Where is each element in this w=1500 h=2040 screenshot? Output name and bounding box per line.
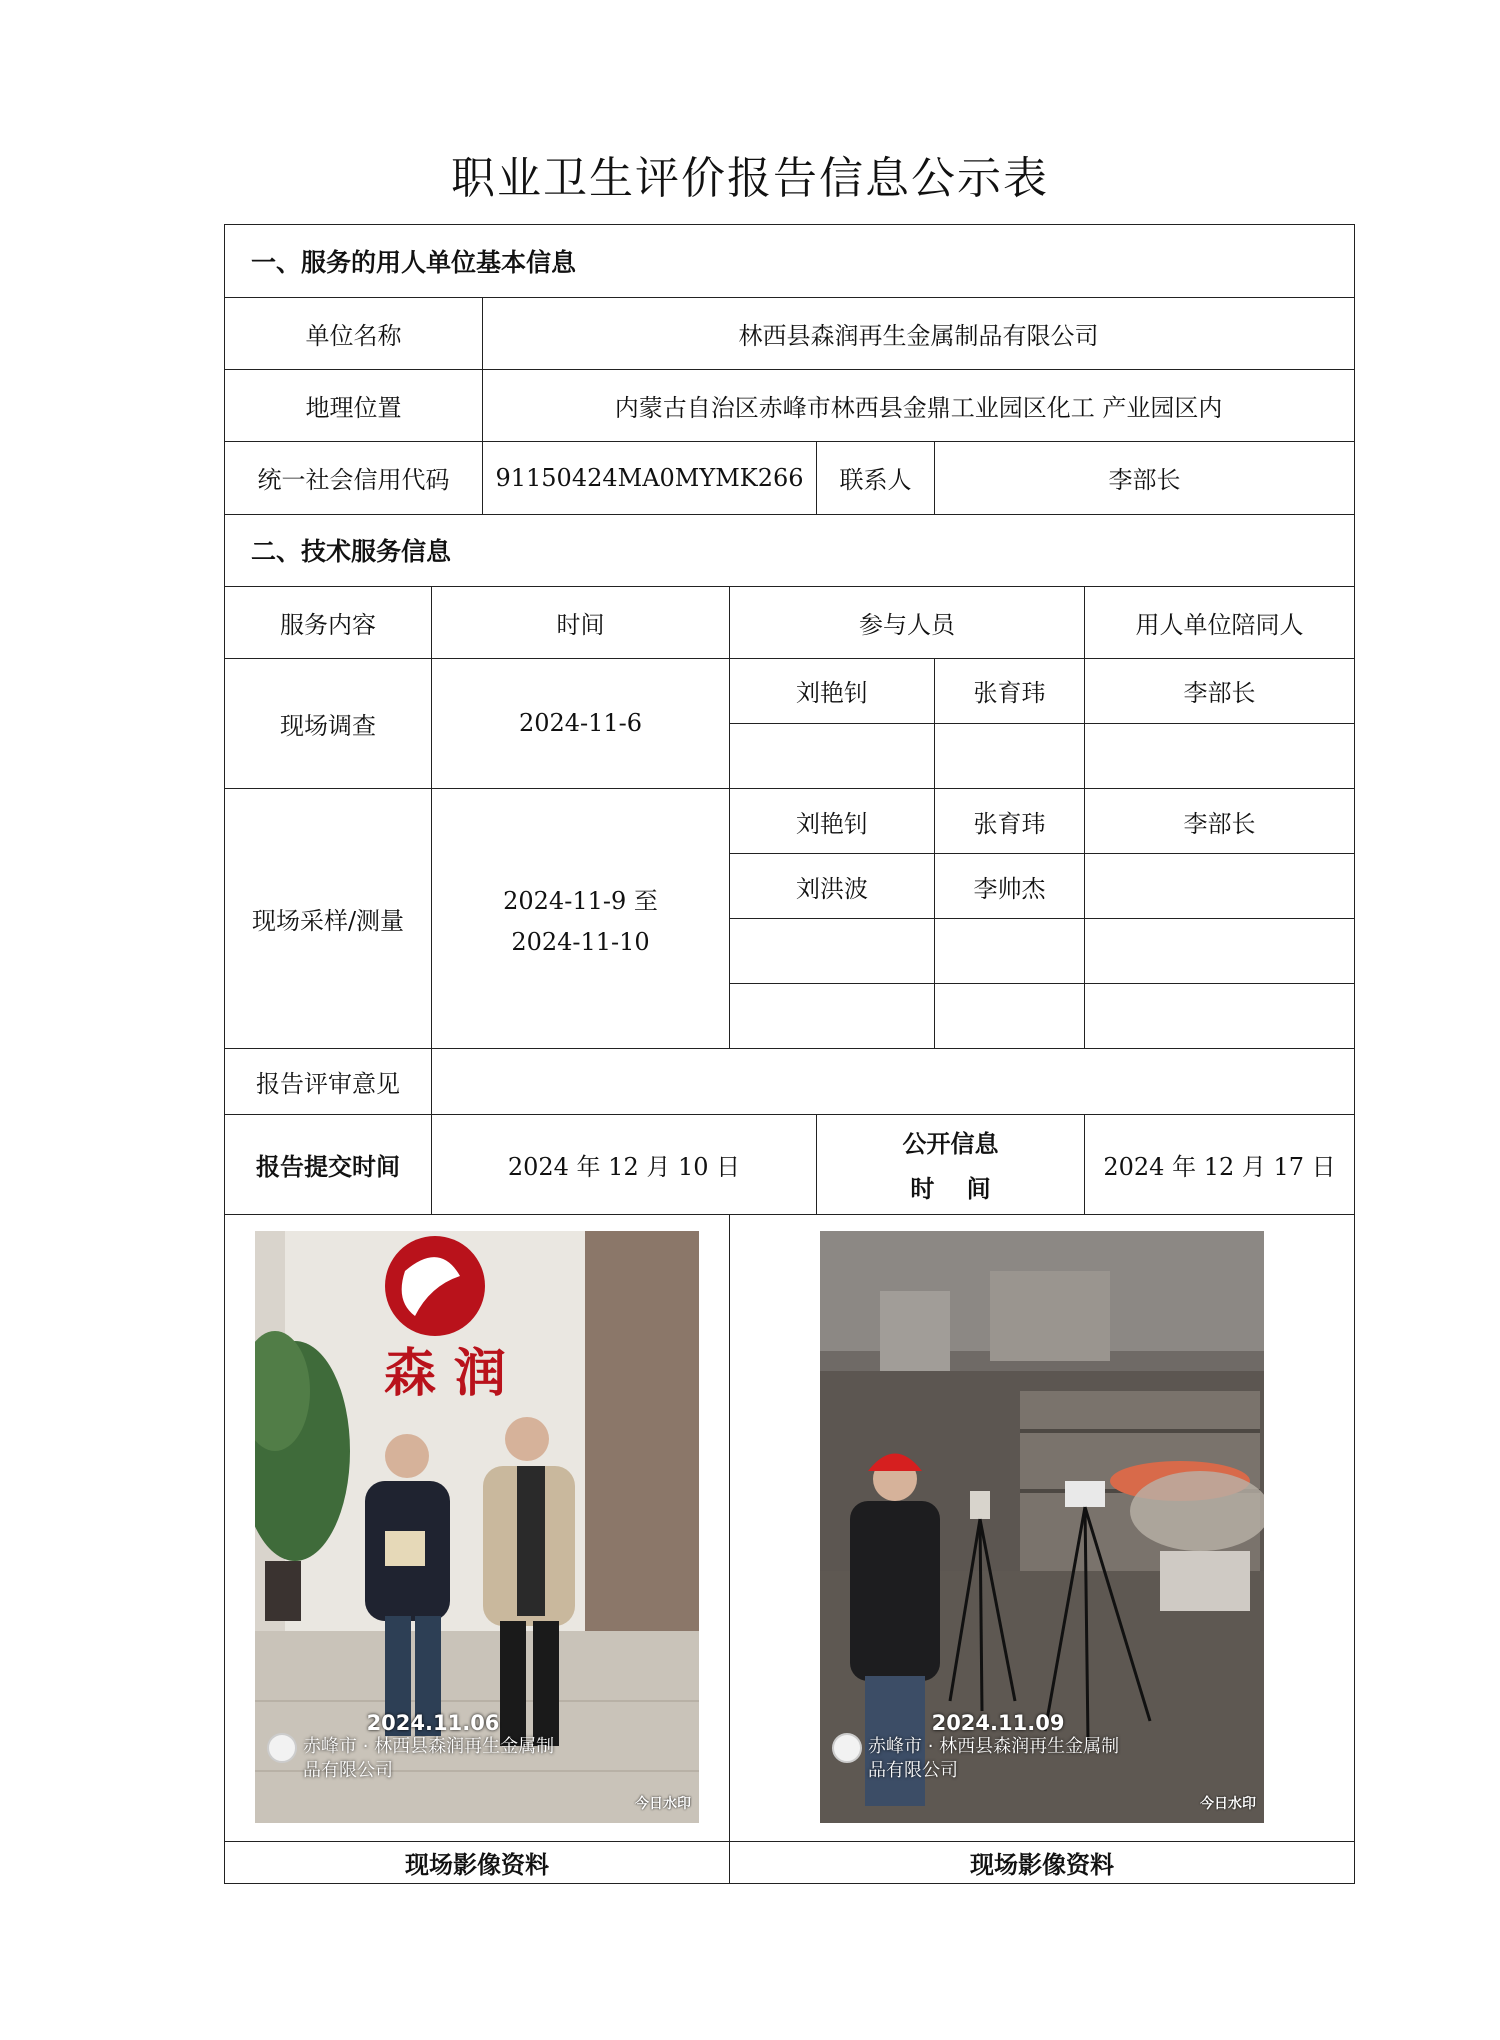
header-service: 服务内容 xyxy=(225,586,432,658)
sampling-label: 现场采样/测量 xyxy=(225,788,432,1048)
sampling-date xyxy=(432,788,730,1048)
header-companion: 用人单位陪同人 xyxy=(1085,586,1355,658)
credit-code-label: 统一社会信用代码 xyxy=(225,442,483,514)
empty-cell xyxy=(1085,984,1355,1049)
public-label xyxy=(817,1114,1085,1214)
public-date: 2024 年 12 月 17 日 xyxy=(1085,1114,1355,1214)
photo2-watermark xyxy=(868,1711,1128,1783)
photo1-date: 2024.11.06 xyxy=(366,1710,500,1735)
sampling-staff-2: 张育玮 xyxy=(935,788,1085,853)
photo-cell-left xyxy=(225,1214,730,1841)
contact-label: 联系人 xyxy=(817,442,935,514)
location-pin-icon xyxy=(832,1733,862,1763)
location-value: 内蒙古自治区赤峰市林西县金鼎工业园区化工 产业园区内 xyxy=(483,370,1355,442)
sampling-date-line2: 2024-11-10 xyxy=(511,928,650,957)
sampling-date-line1: 2024-11-9 至 xyxy=(503,887,658,916)
photo-caption-right: 现场影像资料 xyxy=(730,1841,1355,1883)
empty-cell xyxy=(1085,723,1355,788)
photo2-location: 赤峰市 · 林西县森润再生金属制品有限公司 xyxy=(868,1735,1120,1781)
empty-cell xyxy=(730,723,935,788)
photo2-brand: 今日水印 xyxy=(1200,1795,1257,1812)
location-label: 地理位置 xyxy=(225,370,483,442)
empty-cell xyxy=(935,919,1085,984)
submit-date: 2024 年 12 月 10 日 xyxy=(432,1114,817,1214)
empty-cell xyxy=(1085,919,1355,984)
info-table xyxy=(224,224,1355,1884)
survey-companion: 李部长 xyxy=(1085,658,1355,723)
empty-cell xyxy=(935,984,1085,1049)
photo2-date: 2024.11.09 xyxy=(931,1710,1065,1735)
photo-cell-right xyxy=(730,1214,1355,1841)
site-photo-measurement xyxy=(820,1231,1264,1823)
review-label: 报告评审意见 xyxy=(225,1049,432,1114)
page-title: 职业卫生评价报告信息公示表 xyxy=(451,153,1049,204)
survey-staff-1: 刘艳钊 xyxy=(730,658,935,723)
site-photo-reception xyxy=(255,1231,699,1823)
section1-heading: 一、服务的用人单位基本信息 xyxy=(225,225,1355,298)
public-label-line1: 公开信息 xyxy=(902,1129,999,1159)
empty-cell xyxy=(730,984,935,1049)
unit-name-value: 林西县森润再生金属制品有限公司 xyxy=(483,298,1355,370)
sign-text: 森 润 xyxy=(383,1343,507,1404)
sampling-companion: 李部长 xyxy=(1085,788,1355,853)
photo-caption-left: 现场影像资料 xyxy=(225,1841,730,1883)
survey-date: 2024-11-6 xyxy=(432,658,730,788)
header-time: 时间 xyxy=(432,586,730,658)
unit-name-label: 单位名称 xyxy=(225,298,483,370)
photo1-brand: 今日水印 xyxy=(635,1795,691,1812)
empty-cell xyxy=(935,723,1085,788)
public-label-line2: 时 间 xyxy=(910,1174,991,1204)
survey-label: 现场调查 xyxy=(225,658,432,788)
photo1-location: 赤峰市 · 林西县森润再生金属制品有限公司 xyxy=(303,1735,555,1781)
sampling-staff-3: 刘洪波 xyxy=(730,854,935,919)
section2-heading: 二、技术服务信息 xyxy=(225,514,1355,586)
location-pin-icon xyxy=(267,1733,297,1763)
review-value xyxy=(432,1049,1355,1114)
sampling-staff-4: 李帅杰 xyxy=(935,854,1085,919)
header-staff: 参与人员 xyxy=(730,586,1085,658)
empty-cell xyxy=(730,919,935,984)
credit-code-value: 91150424MA0MYMK266 xyxy=(483,442,817,514)
contact-value: 李部长 xyxy=(935,442,1355,514)
survey-staff-2: 张育玮 xyxy=(935,658,1085,723)
empty-cell xyxy=(1085,854,1355,919)
sampling-staff-1: 刘艳钊 xyxy=(730,788,935,853)
submit-label: 报告提交时间 xyxy=(225,1114,432,1214)
photo1-watermark xyxy=(303,1711,563,1783)
